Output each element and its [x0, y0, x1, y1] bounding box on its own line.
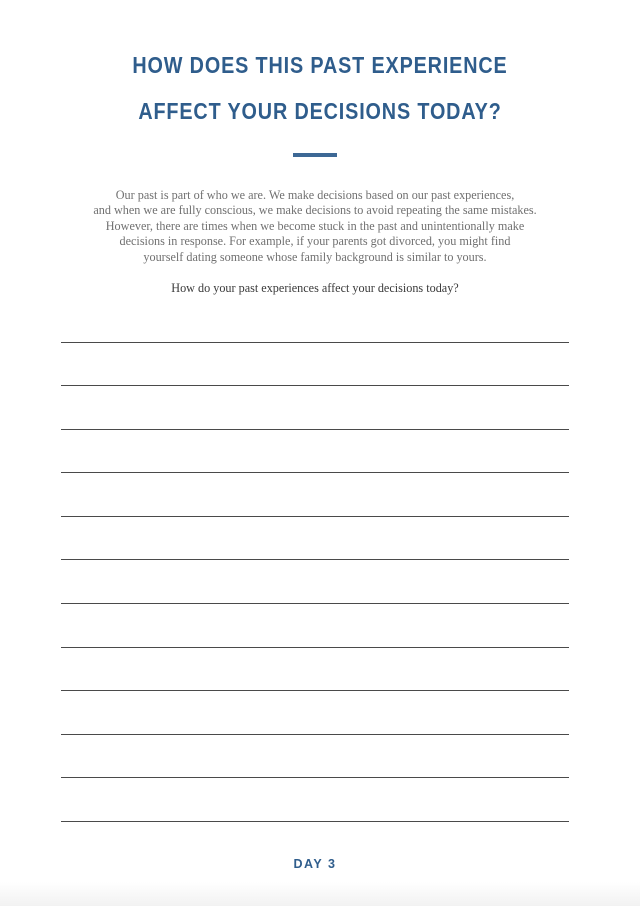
intro-line: and when we are fully conscious, we make decisions to avoid repeating the same mistakes.: [93, 203, 537, 218]
writing-line[interactable]: [61, 647, 569, 648]
writing-line[interactable]: [61, 821, 569, 822]
page-title-line-1: HOW DOES THIS PAST EXPERIENCE: [132, 52, 508, 78]
title-divider: [293, 153, 337, 157]
writing-line[interactable]: [61, 516, 569, 517]
writing-line[interactable]: [61, 472, 569, 473]
intro-paragraph: [70, 188, 560, 265]
journal-prompt-question: How do your past experiences affect your decisions today?: [171, 281, 459, 295]
writing-line[interactable]: [61, 429, 569, 430]
writing-line[interactable]: [61, 603, 569, 604]
intro-line: yourself dating someone whose family background is similar to yours.: [143, 249, 487, 264]
intro-line: Our past is part of who we are. We make decisions based on our past experiences,: [115, 188, 515, 202]
page-title-line-2: AFFECT YOUR DECISIONS TODAY?: [138, 98, 502, 124]
intro-line: decisions in response. For example, if your parents got divorced, you might find: [119, 234, 511, 249]
writing-line[interactable]: [61, 342, 569, 343]
writing-line[interactable]: [61, 690, 569, 691]
page-bottom-shadow: [0, 882, 640, 906]
page-footer-day-label: DAY 3: [293, 857, 337, 871]
writing-line[interactable]: [61, 734, 569, 735]
writing-line[interactable]: [61, 385, 569, 386]
writing-line[interactable]: [61, 777, 569, 778]
intro-line: However, there are times when we become stuck in the past and unintentionally make: [105, 218, 525, 233]
writing-line[interactable]: [61, 559, 569, 560]
